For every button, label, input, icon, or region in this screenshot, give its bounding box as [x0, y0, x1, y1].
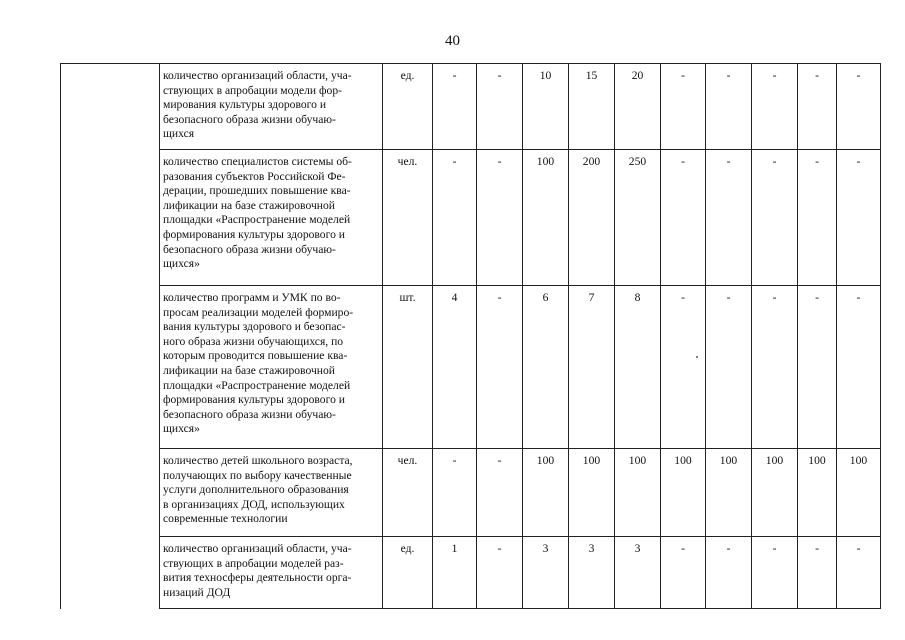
table-body — [61, 64, 881, 609]
value-cell: 100 — [837, 449, 881, 537]
value-cell: 100 — [523, 150, 569, 286]
indicator-description: количество программ и УМК по во- просам реализации моделей формиро- вания культуры здорового и безопас- ного образа жизни обучающихся, по которым проводится повышение ква- лификации на базе стажировочной площадки «Распространение моделей формирования культуры здорового и безопасного образа жизни обучаю- щихся» — [160, 286, 383, 449]
value-cell: 100 — [523, 449, 569, 537]
value-cell: - — [798, 64, 837, 150]
value-cell: 100 — [798, 449, 837, 537]
value-cell: 15 — [569, 64, 615, 150]
table-row — [61, 537, 881, 609]
table-row — [61, 286, 881, 449]
table-row — [61, 64, 881, 150]
value-cell: 6 — [523, 286, 569, 449]
scan-speck — [696, 356, 698, 358]
value-cell: - — [661, 150, 706, 286]
value-cell: 8 — [615, 286, 661, 449]
indicator-description: количество организаций области, уча- ствующих в апробации модели фор- мирования культуры здорового и безопасного образа жизни обучаю- щихся — [160, 64, 383, 150]
table-row — [61, 449, 881, 537]
value-cell: - — [706, 64, 752, 150]
value-cell: - — [433, 150, 477, 286]
value-cell: 7 — [569, 286, 615, 449]
value-cell: - — [798, 537, 837, 609]
value-cell: - — [837, 537, 881, 609]
indicator-description: количество специалистов системы об- разования субъектов Российской Фе- дерации, прошедших повышение ква- лификации на базе стажировочной площадки «Распространение моделей формирования культуры здорового и безопасного образа жизни обучаю- щихся» — [160, 150, 383, 286]
value-cell: 100 — [615, 449, 661, 537]
value-cell: 100 — [706, 449, 752, 537]
value-cell: - — [752, 64, 798, 150]
value-cell: 3 — [615, 537, 661, 609]
value-cell: - — [837, 150, 881, 286]
value-cell: - — [661, 286, 706, 449]
value-cell: 20 — [615, 64, 661, 150]
unit-cell: ед. — [383, 64, 433, 150]
value-cell: - — [706, 286, 752, 449]
value-cell: 100 — [752, 449, 798, 537]
indicator-description: количество организаций области, уча- ствующих в апробации моделей раз- вития техносферы деятельности орга- низаций ДОД — [160, 537, 383, 609]
value-cell: 200 — [569, 150, 615, 286]
indicators-table — [60, 63, 881, 609]
value-cell: - — [433, 449, 477, 537]
indicator-description: количество детей школьного возраста, получающих по выбору качественные услуги дополнительного образования в организациях ДОД, использующих современные технологии — [160, 449, 383, 537]
value-cell: 250 — [615, 150, 661, 286]
value-cell: - — [837, 286, 881, 449]
unit-cell: чел. — [383, 449, 433, 537]
value-cell: 3 — [569, 537, 615, 609]
value-cell: - — [752, 537, 798, 609]
value-cell: - — [661, 64, 706, 150]
unit-cell: ед. — [383, 537, 433, 609]
unit-cell: шт. — [383, 286, 433, 449]
value-cell: - — [477, 449, 523, 537]
value-cell: - — [433, 64, 477, 150]
unit-cell: чел. — [383, 150, 433, 286]
value-cell: - — [752, 286, 798, 449]
empty-leading-column — [61, 64, 160, 609]
value-cell: - — [752, 150, 798, 286]
page-number: 40 — [445, 33, 460, 49]
value-cell: 3 — [523, 537, 569, 609]
value-cell: - — [477, 64, 523, 150]
value-cell: - — [477, 537, 523, 609]
value-cell: - — [477, 286, 523, 449]
value-cell: - — [706, 537, 752, 609]
value-cell: - — [837, 64, 881, 150]
value-cell: 100 — [569, 449, 615, 537]
table-row — [61, 150, 881, 286]
value-cell: - — [661, 537, 706, 609]
value-cell: 4 — [433, 286, 477, 449]
value-cell: 10 — [523, 64, 569, 150]
value-cell: - — [798, 286, 837, 449]
value-cell: 1 — [433, 537, 477, 609]
value-cell: 100 — [661, 449, 706, 537]
value-cell: - — [706, 150, 752, 286]
value-cell: - — [477, 150, 523, 286]
value-cell: - — [798, 150, 837, 286]
